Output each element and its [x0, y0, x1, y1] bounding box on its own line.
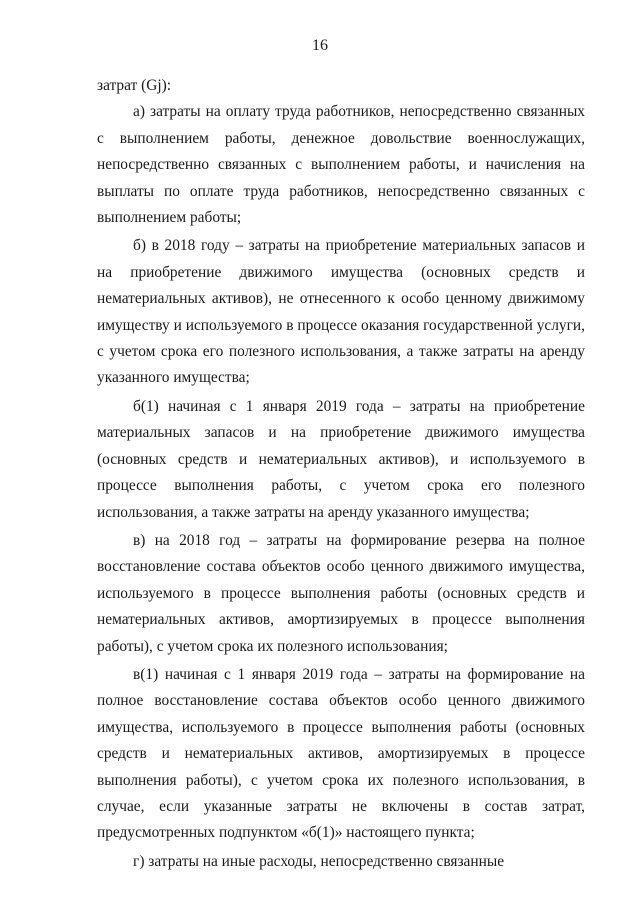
- paragraph-a: а) затраты на оплату труда работников, непосредственно связанных с выполнением работы, денежное довольствие военнослужащих, непосредственно связанных с выполнением работы, и начисления на выплаты по оплате труда работников, непосредственно связанных с выполнением работы;: [97, 103, 585, 227]
- paragraph-v: в) на 2018 год – затраты на формирование резерва на полное восстановление состава объектов особо ценного движимого имущества, используемого в процессе выполнения работы (основных средств и нематериальных активов, амортизируемых в процессе выполнения работы), с учетом срока их полезного использования;: [97, 531, 585, 655]
- page-number: 16: [312, 37, 328, 54]
- paragraph-g: г) затраты на иные расходы, непосредственно связанные: [133, 852, 505, 870]
- paragraph-intro: затрат (Gj):: [97, 77, 172, 94]
- paragraph-b1: б(1) начиная с 1 января 2019 года – затраты на приобретение материальных запасов и на приобретение движимого имущества (основных средств и нематериальных активов), и используемого в процессе выполнения работы, с учетом срока его полезного использования, а также затраты на аренду указанного имущества;: [97, 397, 585, 521]
- document-body: [97, 73, 585, 875]
- paragraph-b: б) в 2018 году – затраты на приобретение материальных запасов и на приобретение движимого имущества (основных средств и нематериальных активов), не отнесенного к особо ценному движимому имуществу и используемого в процессе оказания государственной услуги, с учетом срока его полезного использования, а также затраты на аренду указанного имущества;: [97, 237, 585, 387]
- paragraph-v1: в(1) начиная с 1 января 2019 года – затраты на формирование на полное восстановление состава объектов особо ценного движимого имущества, используемого в процессе выполнения работы (основных средств и нематериальных активов, амортизируемых в процессе выполнения работы), с учетом срока их полезного использования, в случае, если указанные затраты не включены в состав затрат, предусмотренных подпунктом «б(1)» настоящего пункта;: [97, 665, 585, 842]
